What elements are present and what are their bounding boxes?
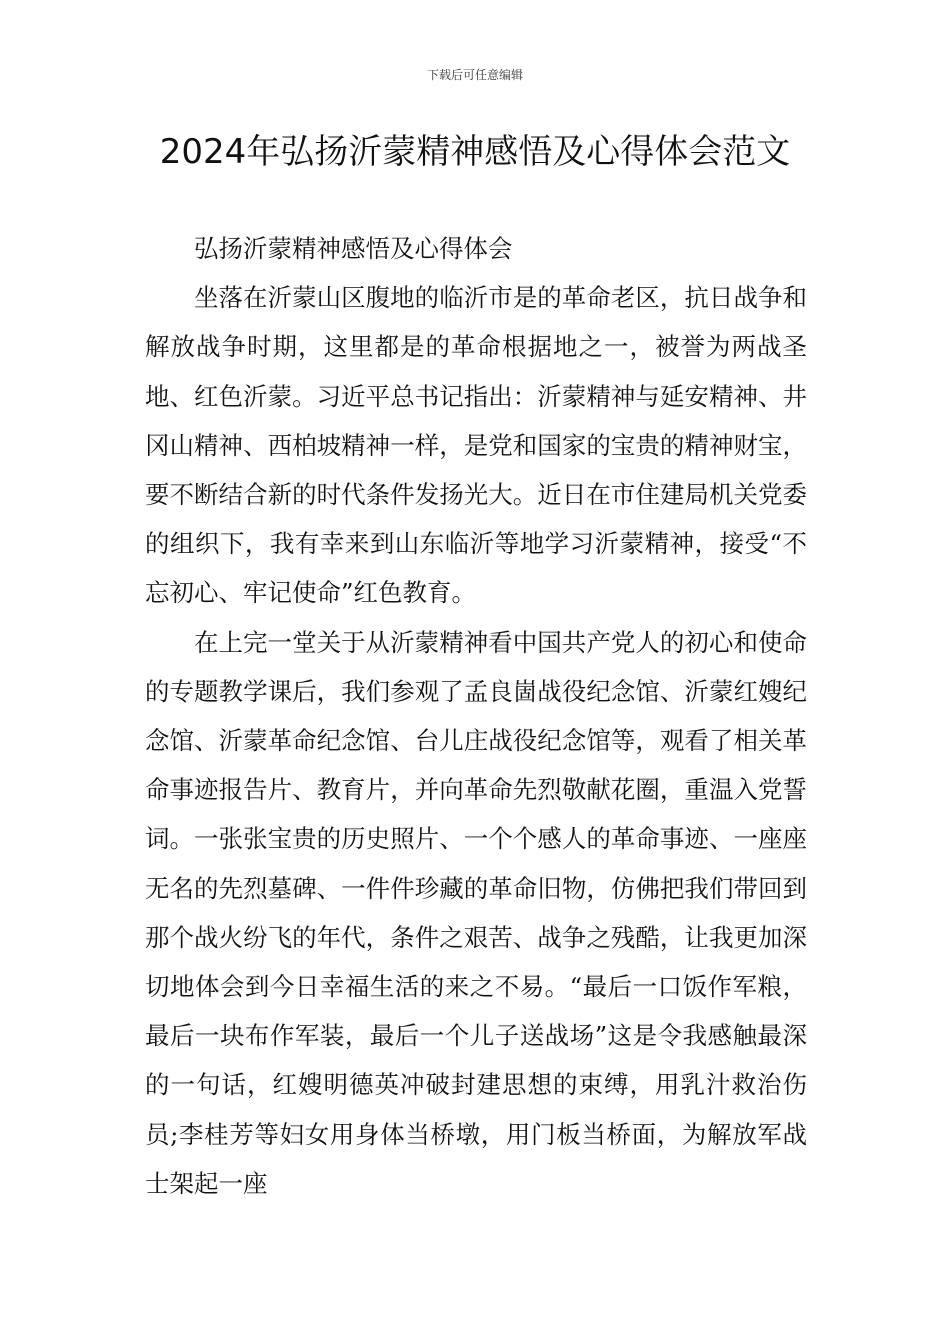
paragraph-1: 坐落在沂蒙山区腹地的临沂市是的革命老区，抗日战争和解放战争时期，这里都是的革命根据地之一，被誉为两战圣地、红色沂蒙。习近平总书记指出：沂蒙精神与延安精神、井冈山精神、西柏坡精神一样，是党和国家的宝贵的精神财宝，要不断结合新的时代条件发扬光大。近日在市住建局机关党委的组织下，我有幸来到山东临沂等地学习沂蒙精神，接受“不忘初心、牢记使命”红色教育。 <box>145 283 807 608</box>
document-title: 2024年弘扬沂蒙精神感悟及心得体会范文 <box>159 132 791 172</box>
header-note: 下载后可任意编辑 <box>426 68 523 82</box>
document-body <box>145 224 807 1208</box>
paragraph-subtitle: 弘扬沂蒙精神感悟及心得体会 <box>194 234 513 263</box>
paragraph-2: 在上完一堂关于从沂蒙精神看中国共产党人的初心和使命的专题教学课后，我们参观了孟良崮战役纪念馆、沂蒙红嫂纪念馆、沂蒙革命纪念馆、台儿庄战役纪念馆等，观看了相关革命事迹报告片、教育片，并向革命先烈敬献花圈，重温入党誓词。一张张宝贵的历史照片、一个个感人的革命事迹、一座座无名的先烈墓碑、一件件珍藏的革命旧物，仿佛把我们带回到那个战火纷飞的年代，条件之艰苦、战争之残酷，让我更加深切地体会到今日幸福生活的来之不易。“最后一口饭作军粮，最后一块布作军装，最后一个儿子送战场”这是令我感触最深的一句话，红嫂明德英冲破封建思想的束缚，用乳汁救治伤员;李桂芳等妇女用身体当桥墩，用门板当桥面，为解放军战士架起一座 <box>145 627 807 1198</box>
